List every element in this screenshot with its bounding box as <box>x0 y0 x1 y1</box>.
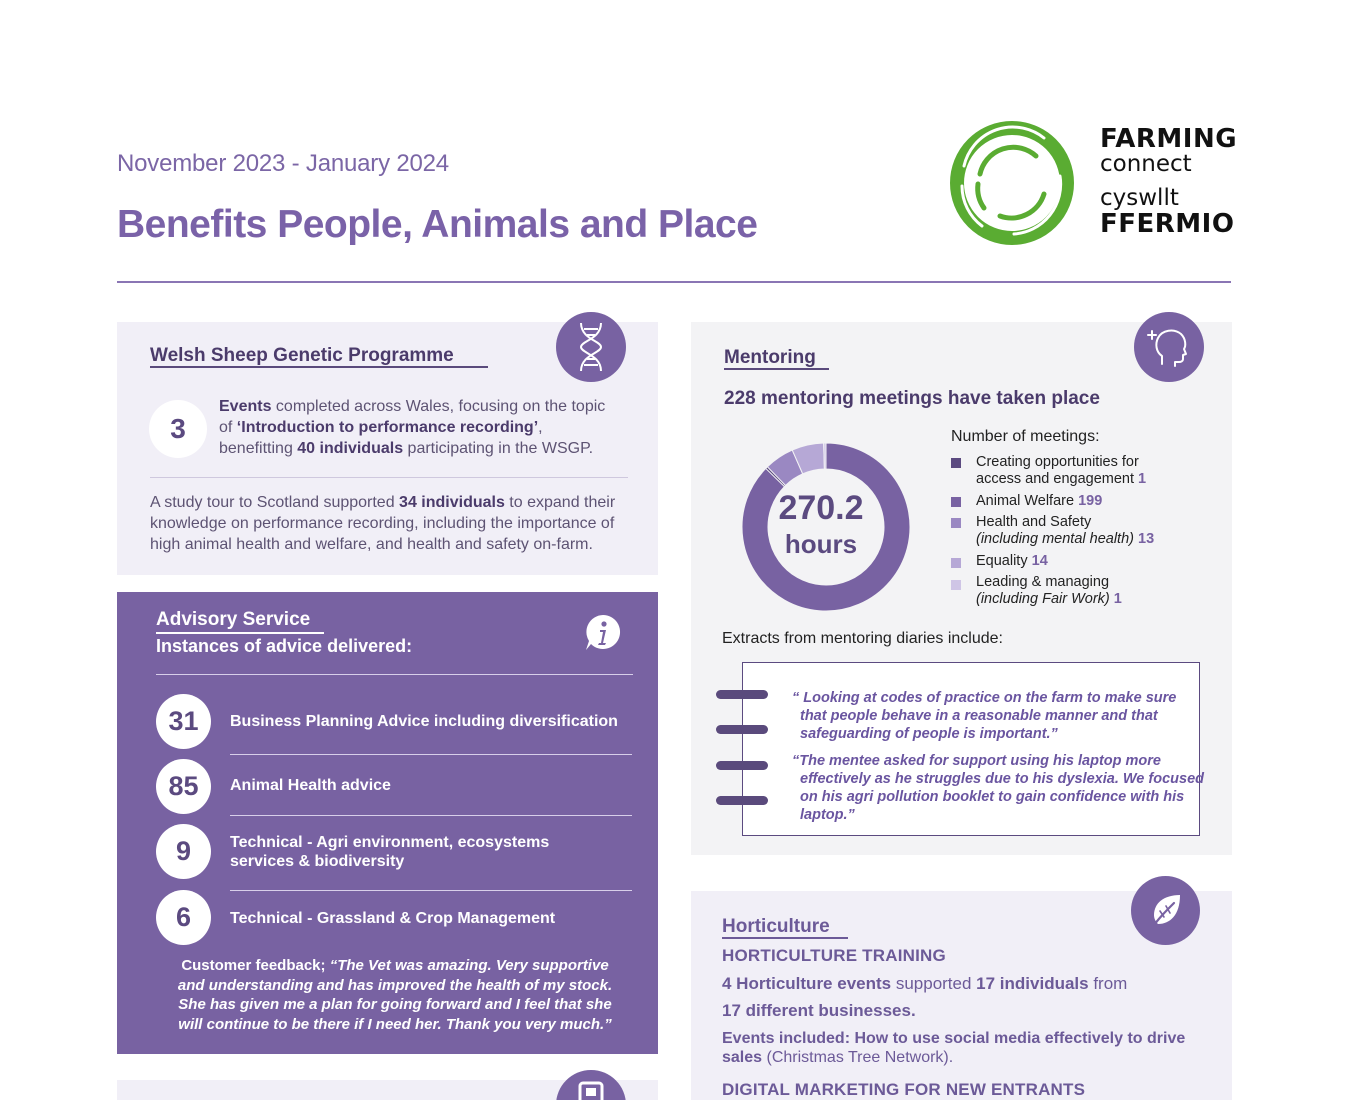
legend-title: Number of meetings: <box>951 428 1100 445</box>
horticulture-line2: 17 different businesses. <box>722 1001 916 1020</box>
wsgp-events-individuals: 40 individuals <box>297 440 404 457</box>
feedback-label: Customer feedback; <box>181 957 330 974</box>
legend-label-0: Creating opportunities for access and engagement <box>976 454 1139 487</box>
horticulture-digital-heading: DIGITAL MARKETING FOR NEW ENTRANTS <box>722 1080 1086 1099</box>
wsgp-events-topic: ‘Introduction to performance recording’ <box>236 419 539 436</box>
advisory-title-underline <box>156 632 324 634</box>
date-range: November 2023 - January 2024 <box>117 150 449 177</box>
wsgp-tour-t2: to expand their knowledge on performance recording, including the importance of high animal health and welfare, and health and safety on-farm. <box>150 494 616 553</box>
farming-connect-logo-icon <box>944 116 1080 250</box>
logo-line-cyswllt: cyswllt <box>1100 185 1179 211</box>
wsgp-tour-text <box>150 492 620 555</box>
legend-swatch-1 <box>951 497 961 507</box>
legend-label-1: Animal Welfare <box>976 493 1075 509</box>
logo-line-farming: FARMING <box>1100 124 1238 154</box>
page-title: Benefits People, Animals and Place <box>117 203 758 246</box>
device-icon <box>576 1079 606 1100</box>
donut-center <box>755 488 887 560</box>
dna-icon <box>574 321 608 373</box>
hort-individuals: 17 individuals <box>976 974 1089 993</box>
advisory-item-1: Animal Health advice <box>230 777 391 794</box>
quote-bar-3 <box>716 761 768 770</box>
legend-swatch-0 <box>951 458 961 468</box>
legend-item-3 <box>976 553 1196 570</box>
horticulture-icon-badge <box>1131 876 1200 945</box>
legend-label-4: Leading & managing <box>976 574 1110 590</box>
horticulture-training-heading: HORTICULTURE TRAINING <box>722 946 946 965</box>
info-icon <box>583 613 623 653</box>
advisory-title: Advisory Service <box>156 609 311 630</box>
legend-label-2: Health and Safety <box>976 514 1092 530</box>
legend-item-2 <box>976 514 1196 548</box>
logo-wordmark <box>1100 126 1237 237</box>
legend-item-1 <box>976 493 1196 510</box>
donut-slice-4 <box>824 443 826 469</box>
legend-note-2: (including mental health) <box>976 531 1134 547</box>
mentoring-headline: 228 mentoring meetings have taken place <box>724 388 1100 409</box>
wsgp-tour-individuals: 34 individuals <box>399 494 505 511</box>
advisory-rule-0 <box>156 674 633 675</box>
wsgp-events-t1: completed across Wales, focusing on the topic of <box>219 398 606 436</box>
wsgp-events-t3: participating in the WSGP. <box>403 440 594 457</box>
legend-value-3: 14 <box>1031 553 1048 569</box>
wsgp-tour-t1: A study tour to Scotland supported <box>150 494 400 511</box>
quote-bar-4 <box>716 796 768 805</box>
hort-events-included: Events included: How to use social media effectively to drive sales <box>722 1030 1186 1066</box>
hours-unit: hours <box>784 529 858 559</box>
legend-swatch-4 <box>951 580 961 590</box>
horticulture-title: Horticulture <box>722 916 830 937</box>
mentoring-quote-1: “The mentee asked for support using his laptop more effectively as he struggles due to his dyslexia. We focused on his agri pollution booklet to gain confidence with his laptop.” <box>792 753 1204 823</box>
legend-label-3: Equality <box>976 553 1028 569</box>
advisory-item-0: Business Planning Advice including diversification <box>230 713 618 730</box>
wsgp-events-text <box>219 396 609 459</box>
mentoring-icon-badge <box>1134 312 1204 382</box>
hours-value: 270.2 <box>778 489 864 527</box>
leaf-icon <box>1146 891 1186 931</box>
legend-item-0 <box>976 454 1176 488</box>
mentoring-title: Mentoring <box>724 347 816 368</box>
header-divider <box>117 281 1231 283</box>
advisory-subtitle: Instances of advice delivered: <box>156 636 413 656</box>
hort-supported: supported <box>891 974 977 993</box>
advisory-rule-1 <box>230 754 632 755</box>
feedback-quote: “The Vet was amazing. Very supportive and understanding and has improved the health of my stock. She has given me a plan for going forward and I feel that she will continue to be there if I need her. Thank you very much.” <box>177 957 613 1033</box>
horticulture-line1 <box>722 973 1202 995</box>
quote-bar-1 <box>716 690 768 699</box>
hort-events: 4 Horticulture events <box>722 974 892 993</box>
advisory-count-1: 85 <box>156 759 211 814</box>
head-plus-icon <box>1146 324 1192 370</box>
mentoring-title-underline <box>724 368 829 370</box>
logo-line-connect: connect <box>1100 151 1192 177</box>
extracts-title: Extracts from mentoring diaries include: <box>722 630 1003 647</box>
wsgp-events-count: 3 <box>149 400 207 458</box>
wsgp-icon-badge <box>556 312 626 382</box>
hort-from: from <box>1088 974 1128 993</box>
advisory-item-2: Technical - Agri environment, ecosystems services & biodiversity <box>230 834 550 870</box>
hort-events-network: (Christmas Tree Network). <box>762 1049 954 1066</box>
horticulture-title-underline <box>722 937 848 939</box>
wsgp-divider <box>150 477 628 478</box>
bottom-panel-icon-badge <box>556 1070 626 1100</box>
quote-bar-2 <box>716 725 768 734</box>
wsgp-title-underline <box>150 366 488 368</box>
horticulture-events-text <box>722 1029 1192 1067</box>
wsgp-events-t2: , benefitting <box>219 419 543 457</box>
mentoring-quote-0: “ Looking at codes of practice on the farm to make sure that people behave in a reasonable manner and that safeguarding of people is important.” <box>792 690 1177 742</box>
advisory-count-0: 31 <box>156 694 211 749</box>
advisory-rule-2 <box>230 815 632 816</box>
advisory-rule-3 <box>230 890 632 891</box>
legend-swatch-2 <box>951 518 961 528</box>
legend-item-4 <box>976 574 1196 608</box>
wsgp-events-word: Events <box>219 398 272 415</box>
advisory-count-2: 9 <box>156 824 211 879</box>
legend-value-0: 1 <box>1138 471 1147 487</box>
legend-value-1: 199 <box>1078 493 1103 509</box>
advisory-count-3: 6 <box>156 890 211 945</box>
advisory-item-3: Technical - Grassland & Crop Management <box>230 910 556 927</box>
legend-value-2: 13 <box>1138 531 1155 547</box>
legend-note-4: (including Fair Work) <box>976 591 1110 607</box>
wsgp-title: Welsh Sheep Genetic Programme <box>150 345 454 366</box>
logo-line-ffermio: FFERMIO <box>1100 209 1235 239</box>
advisory-feedback <box>172 956 618 1034</box>
legend-swatch-3 <box>951 558 961 568</box>
legend-value-4: 1 <box>1113 591 1122 607</box>
